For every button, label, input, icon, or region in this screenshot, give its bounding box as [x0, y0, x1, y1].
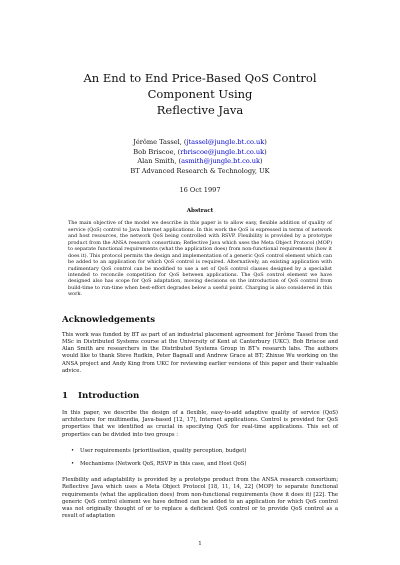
author-name: Alan Smith [137, 157, 175, 166]
author-row: Jérôme Tassel, (jtassel@jungle.bt.co.uk) [133, 138, 267, 146]
author-name: Jérôme Tassel [133, 138, 180, 146]
author-row: Alan Smith, (asmith@jungle.bt.co.uk) [137, 157, 263, 166]
author-row: Bob Briscoe, (rbriscoe@jungle.bt.co.uk) [133, 147, 267, 156]
abstract-heading: Abstract [186, 208, 214, 215]
intro-paragraph-2: Flexibility and adaptability is provided by a prototype product from the ANSA research consortium; Reflective Java which uses a Meta Object Protocol [18, 11, 14, 22] (MOP) to separate functional requirements (what the application does) from non-functional requirements (how it does it) [22]. The generic QoS control element we have defined can be added to an application for which QoS control was not originally thought of or to replace a deficient QoS control or to provide QoS control as a result of adaptation [62, 477, 338, 520]
author-email-link[interactable]: asmith@jungle.bt.co.uk [181, 157, 260, 166]
acknowledgements-heading: Acknowledgements [62, 314, 156, 325]
list-item: • User requirements (prioritisation, quality perception, budget) [80, 448, 338, 455]
author-block [62, 138, 338, 176]
list-item: • Mechanisms (Network QoS, RSVP in this case, and Host QoS) [80, 461, 338, 468]
author-name: Bob Briscoe [133, 147, 174, 156]
title-line-1: An End to End Price-Based QoS Control Component Using [83, 71, 317, 101]
requirements-list [62, 448, 338, 468]
section-title: Introduction [78, 391, 140, 402]
acknowledgements-text: This work was funded by BT as part of an industrial placement agreement for Jérôme Tassel from the MSc in Distributed Systems course at the University of Kent at Canterbury (UKC). Bob Briscoe and Alan Smith are researchers in the Distributed Systems Group in BT's research labs. The authors would like to thank Steve Rudkin, Peter Bagnall and Andrew Grace at BT; Zhixue Wu working on the ANSA project and Andy King from UKC for reviewing earlier versions of this paper and their valuable advice. [62, 331, 338, 374]
title-line-2: Reflective Java [156, 103, 244, 117]
author-email-link[interactable]: rbriscoe@jungle.bt.co.uk [180, 147, 265, 156]
author-email-link[interactable]: jtassel@jungle.bt.co.uk [186, 138, 265, 146]
section-number: 1 [62, 391, 68, 402]
affiliation: BT Advanced Research & Technology, UK [130, 166, 270, 175]
abstract-text: The main objective of the model we describe in this paper is to allow easy, flexible addition of quality of service (QoS) control to Java Internet applications. In this work the QoS is expressed in terms of network and host resources, the network QoS being controlled with RSVP. Flexibility is provided by a prototype product from the ANSA research consortium; Reflective Java which uses the Meta Object Protocol (MOP) to separate functional requirements (what the application does) from non-functional requirements (how it does it). This protocol permits the design and implementation of a generic QoS control element which can be added to an application for which QoS control is required. Alternatively, an existing application with rudimentary QoS control can be modified to use a set of QoS control classes designed by a specialist intended to reconcile competition for QoS between applications. The QoS control element we have designed also has scope for QoS adaptation, moving decisions on the introduction of QoS control from build-time to run-time when best-effort degrades below a useful point. Charging is also considered in this work. [68, 220, 332, 298]
paper-date: 16 Oct 1997 [179, 186, 221, 195]
paper-title [62, 0, 338, 118]
section-heading-introduction [62, 391, 338, 401]
page-number: 1 [198, 541, 202, 547]
intro-paragraph-1: In this paper, we describe the design of a flexible, easy-to-add adaptive quality of service (QoS) architecture for multimedia, Java-based [12, 17], Internet applications. Control is provided for QoS properties that we identified as crucial in specifying QoS for real-time applications. This set of properties can be divided into two groups : [62, 410, 338, 438]
